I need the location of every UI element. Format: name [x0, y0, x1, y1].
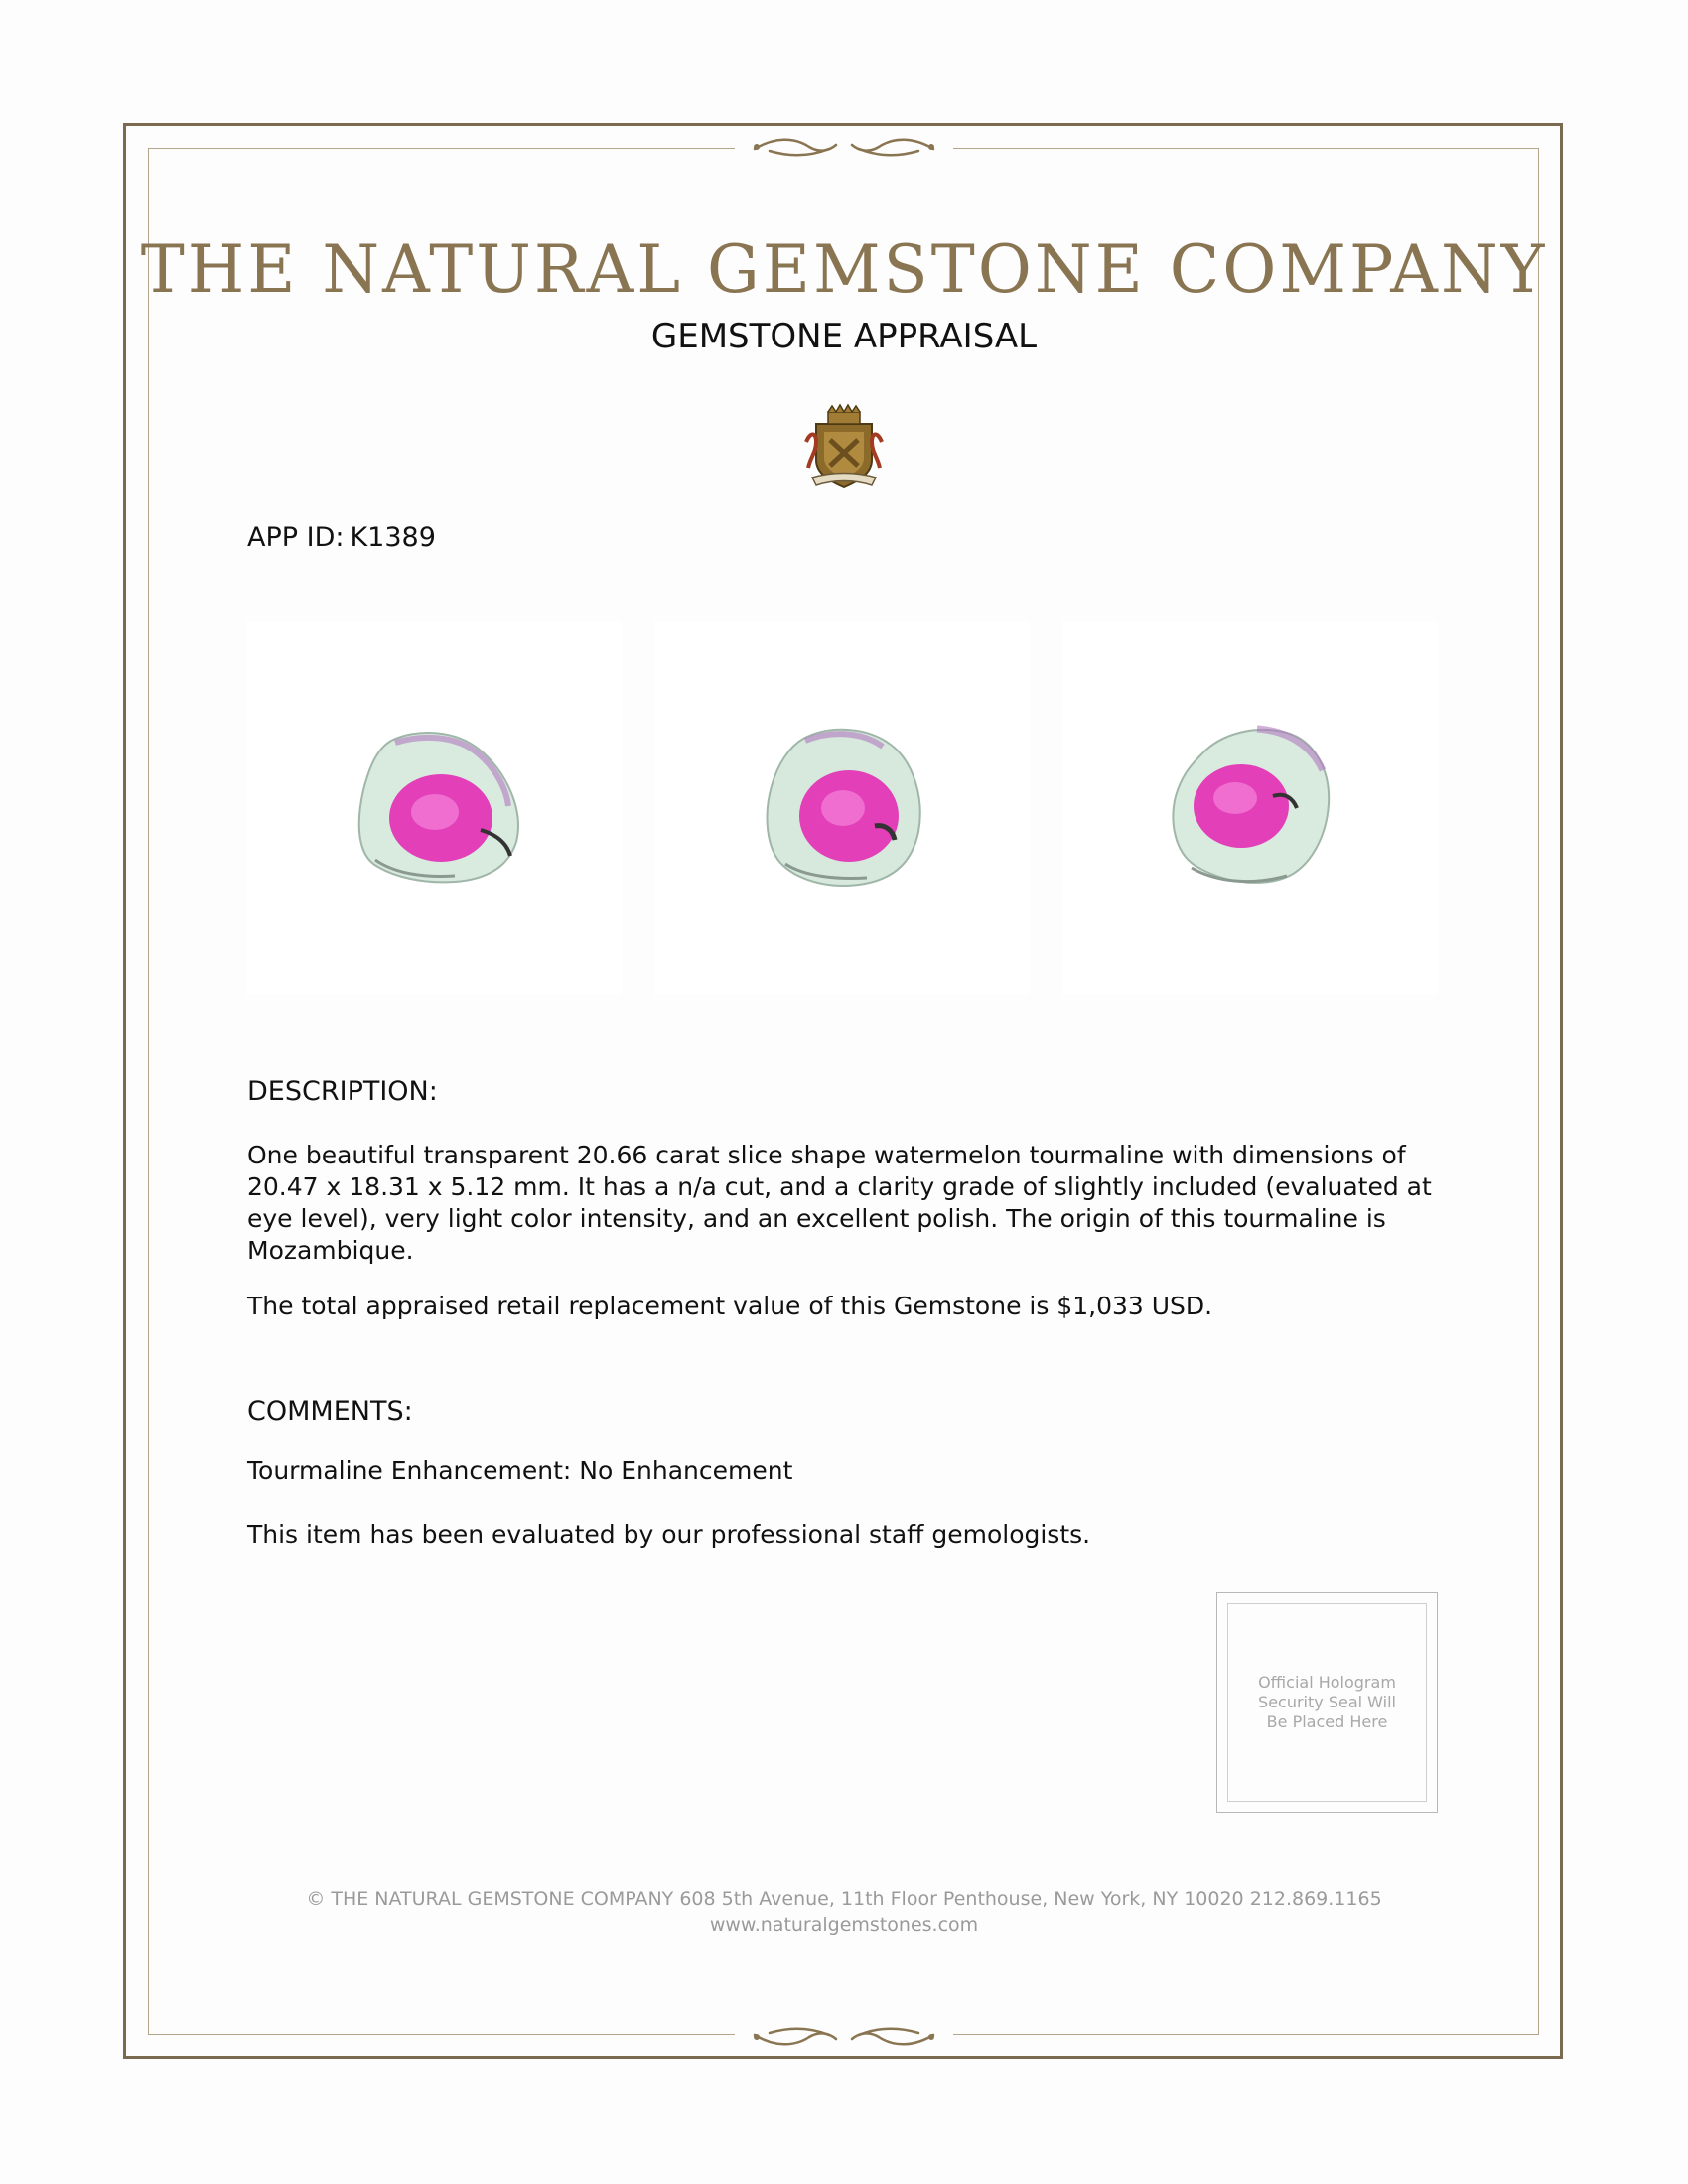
gemstone-photo-1	[246, 621, 622, 995]
footer-address: © THE NATURAL GEMSTONE COMPANY 608 5th Avenue, 11th Floor Penthouse, New York, NY 10020 212.869.1165	[306, 1888, 1382, 1910]
hologram-seal-placeholder	[1216, 1592, 1438, 1813]
appraised-value-statement: The total appraised retail replacement value of this Gemstone is $1,033 USD.	[247, 1292, 1213, 1320]
app-id	[247, 522, 442, 553]
evaluation-note: This item has been evaluated by our professional staff gemologists.	[247, 1520, 1091, 1549]
comments-heading: COMMENTS:	[247, 1396, 413, 1427]
hologram-seal-text: Official Hologram Security Seal Will Be Placed Here	[1258, 1673, 1396, 1731]
gemstone-photo-3	[1062, 621, 1438, 995]
enhancement-comment: Tourmaline Enhancement: No Enhancement	[247, 1456, 793, 1485]
document-title: GEMSTONE APPRAISAL	[650, 317, 1038, 356]
description-text: One beautiful transparent 20.66 carat slice shape watermelon tourmaline with dimensions of 20.47 x 18.31 x 5.12 mm. It has a n/a cut, and a clarity grade of slightly included (evaluated at eye level), very light color intensity, and an excellent polish. The origin of this tourmaline is Mozambique.	[247, 1141, 1432, 1265]
company-crest-logo	[802, 402, 886, 491]
bottom-flourish-ornament	[735, 2021, 953, 2051]
gemstone-photo-2	[654, 621, 1030, 995]
footer-website-link[interactable]: www.naturalgemstones.com	[709, 1914, 979, 1936]
hologram-seal-inner	[1227, 1603, 1427, 1802]
company-title: THE NATURAL GEMSTONE COMPANY	[140, 231, 1548, 308]
description-heading: DESCRIPTION:	[247, 1076, 438, 1107]
app-id-value: K1389	[350, 522, 436, 553]
app-id-label: APP ID:	[247, 522, 345, 553]
top-flourish-ornament	[735, 133, 953, 163]
